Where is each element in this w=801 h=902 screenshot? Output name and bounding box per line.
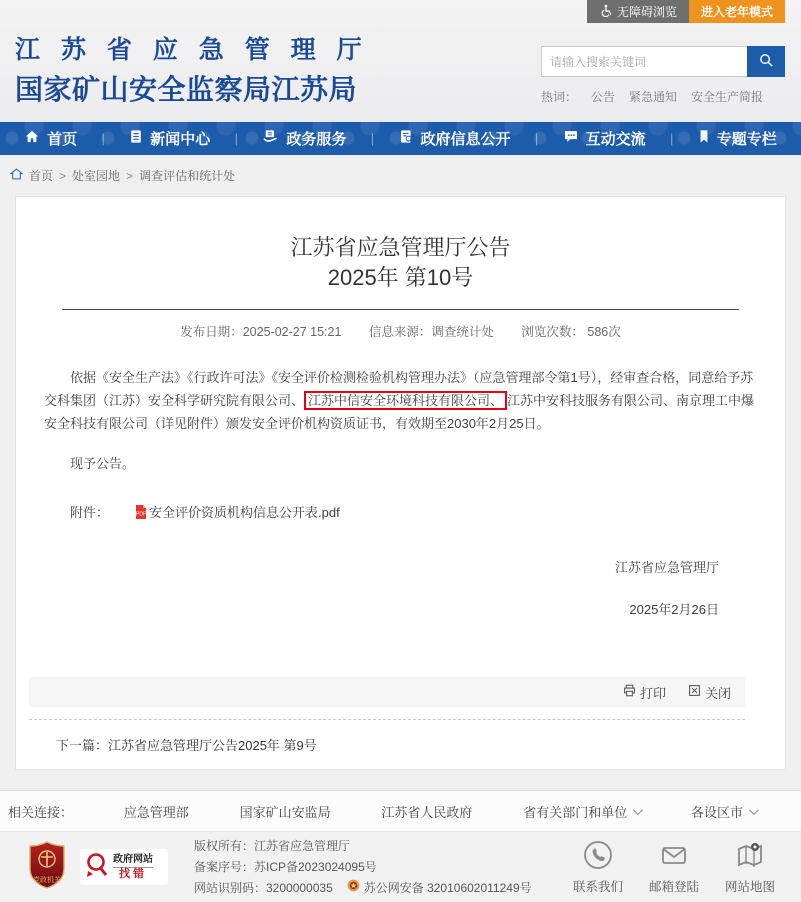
breadcrumb-separator: >	[126, 168, 134, 183]
related-dropdown-departments[interactable]	[523, 802, 640, 821]
nav-label: 专题专栏	[716, 131, 777, 148]
search-area	[541, 46, 785, 105]
site-footer	[0, 832, 801, 902]
related-link-mem[interactable]: 应急管理部	[123, 804, 189, 820]
accessibility-label: 无障碍浏览	[616, 5, 677, 19]
info-source: 信息来源：调查统计处	[368, 325, 494, 339]
chevron-down-icon	[633, 805, 643, 815]
nav-separator: |	[670, 131, 674, 146]
next-article-row	[56, 735, 317, 754]
find-error-badge[interactable]	[80, 849, 168, 885]
breadcrumb-item-current[interactable]: 调查评估和统计处	[139, 169, 236, 183]
close-label: 关闭	[704, 685, 731, 701]
nav-item-home[interactable]	[24, 128, 77, 149]
signature-date: 2025年2月26日	[629, 602, 719, 617]
print-label: 打印	[639, 685, 666, 701]
service-icon	[262, 129, 279, 148]
police-record-link[interactable]: 苏公网安备 32010602011249号	[363, 880, 532, 895]
copyright-block	[194, 836, 532, 899]
mail-login-label: 邮箱登陆	[648, 879, 699, 894]
chevron-down-icon	[749, 805, 759, 815]
nav-separator: |	[534, 131, 539, 146]
search-button[interactable]	[747, 46, 785, 77]
article-title-line1: 江苏省应急管理厅公告	[290, 235, 511, 260]
publish-date: 发布日期：2025-02-27 15:21	[180, 325, 342, 339]
accessibility-button[interactable]	[587, 0, 689, 23]
article-title	[44, 233, 757, 293]
article-body	[44, 366, 757, 621]
phone-icon	[583, 840, 613, 873]
mail-icon	[658, 840, 690, 873]
hotwords-label: 热词：	[541, 90, 578, 104]
related-dropdown-label: 各设区市	[690, 804, 743, 820]
nav-label: 政务服务	[286, 131, 347, 148]
breadcrumb	[0, 155, 801, 196]
article-title-line2: 2025年 第10号	[327, 265, 474, 290]
nav-item-interaction[interactable]	[563, 128, 646, 149]
nav-item-info-disclosure[interactable]	[399, 128, 511, 149]
paragraph-1-post: 江苏中安科技服务有限公司、南京理工中爆安全科技有限公司（详见附件）颁发安全评价机构资质证书，有效期至2030年2月25日。	[44, 393, 755, 431]
bookmark-icon	[698, 129, 710, 148]
elderly-label: 进入老年模式	[700, 5, 773, 19]
highlight-box: 江苏中信安全环境科技有限公司、	[304, 391, 507, 410]
footer-quick-links	[573, 840, 775, 895]
view-count: 浏览次数： 586次	[521, 325, 621, 339]
home-icon	[24, 129, 40, 148]
topbar	[587, 0, 785, 23]
breadcrumb-home-icon	[10, 168, 23, 183]
signature-org: 江苏省应急管理厅	[614, 560, 719, 575]
chat-icon	[563, 129, 579, 148]
hotwords-row	[541, 88, 785, 105]
related-label: 相关连接：	[8, 804, 74, 820]
article-toolbar	[29, 677, 745, 707]
hotword-link[interactable]: 安全生产简报	[691, 90, 764, 104]
attachment-row	[44, 501, 757, 526]
article-card	[15, 196, 786, 770]
close-button[interactable]	[688, 683, 731, 702]
paragraph-1-pre: 依据《安全生产法》《行政许可法》《安全评价检测检验机构管理办法》（应急管理部令第1号），经审查合格，同意给予苏交科集团（江苏）安全科学研究院有限公司、	[44, 370, 754, 408]
related-links-bar	[0, 790, 801, 832]
breadcrumb-item-home[interactable]: 首页	[29, 169, 54, 183]
paragraph-1	[44, 366, 757, 435]
close-icon	[688, 684, 701, 700]
breadcrumb-item-section[interactable]: 处室园地	[72, 169, 121, 183]
info-disclosure-icon	[399, 129, 414, 148]
paragraph-2: 现予公告。	[70, 456, 136, 471]
breadcrumb-separator: >	[59, 168, 67, 183]
sitemap-link[interactable]	[725, 840, 775, 895]
nav-label: 互动交流	[585, 131, 646, 148]
sitemap-label: 网站地图	[724, 879, 775, 894]
pdf-icon	[109, 503, 147, 526]
nav-separator: |	[234, 131, 239, 146]
related-link-province-gov[interactable]: 江苏省人民政府	[381, 804, 473, 820]
attachment-label: 附件：	[70, 505, 110, 520]
title-divider	[62, 309, 739, 310]
related-link-mine-bureau[interactable]: 国家矿山安监局	[239, 804, 331, 820]
contact-us-label: 联系我们	[572, 879, 623, 894]
nav-item-news[interactable]	[129, 128, 210, 149]
main-nav	[0, 122, 801, 155]
wheelchair-icon	[599, 4, 612, 20]
badge-dang-label: 党政机关	[33, 876, 61, 884]
police-badge-icon	[347, 878, 360, 899]
map-icon	[735, 840, 765, 873]
icp-line: 备案序号：苏ICP备2023024095号	[194, 859, 377, 874]
next-label: 下一篇：	[56, 738, 109, 753]
content-wrap	[0, 196, 801, 770]
related-dropdown-label: 省有关部门和单位	[523, 804, 628, 820]
hotword-link[interactable]: 公告	[591, 90, 616, 104]
svg-text:PDF: PDF	[136, 511, 147, 518]
government-badge[interactable]	[28, 841, 66, 894]
hotword-link[interactable]: 紧急通知	[629, 90, 678, 104]
find-error-line2: 找错	[119, 868, 147, 880]
site-code: 网站识别码：3200000035	[194, 880, 333, 895]
nav-separator: |	[370, 131, 375, 146]
site-title-line2: 国家矿山安全监察局江苏局	[15, 74, 358, 105]
site-title-line1: 江 苏 省 应 急 管 理 厅	[15, 36, 369, 64]
site-code-line	[194, 878, 532, 899]
search-input[interactable]	[541, 46, 747, 77]
copyright-line: 版权所有：江苏省应急管理厅	[194, 838, 351, 853]
nav-label: 首页	[47, 131, 78, 148]
find-error-line1: 政府网站	[113, 853, 153, 868]
nav-label: 政府信息公开	[420, 131, 511, 148]
article-meta	[44, 322, 757, 340]
nav-item-special-topics[interactable]	[698, 128, 777, 149]
elderly-mode-button[interactable]	[689, 0, 785, 23]
attachment-link[interactable]: 安全评价资质机构信息公开表.pdf	[149, 505, 340, 520]
printer-icon	[623, 684, 636, 700]
news-icon	[129, 129, 143, 148]
mail-login-link[interactable]	[649, 840, 699, 895]
search-icon	[758, 52, 775, 72]
nav-separator: |	[101, 131, 105, 146]
find-error-text	[113, 853, 153, 881]
nav-label: 新闻中心	[150, 131, 211, 148]
nav-item-services[interactable]	[262, 128, 346, 149]
print-button[interactable]	[623, 683, 666, 702]
find-error-magnifier-icon	[84, 851, 110, 884]
next-article-link[interactable]: 江苏省应急管理厅公告2025年 第9号	[108, 738, 317, 753]
contact-us-link[interactable]	[573, 840, 623, 895]
dashed-divider	[29, 719, 745, 720]
related-dropdown-cities[interactable]	[691, 802, 756, 821]
site-title	[15, 30, 369, 108]
